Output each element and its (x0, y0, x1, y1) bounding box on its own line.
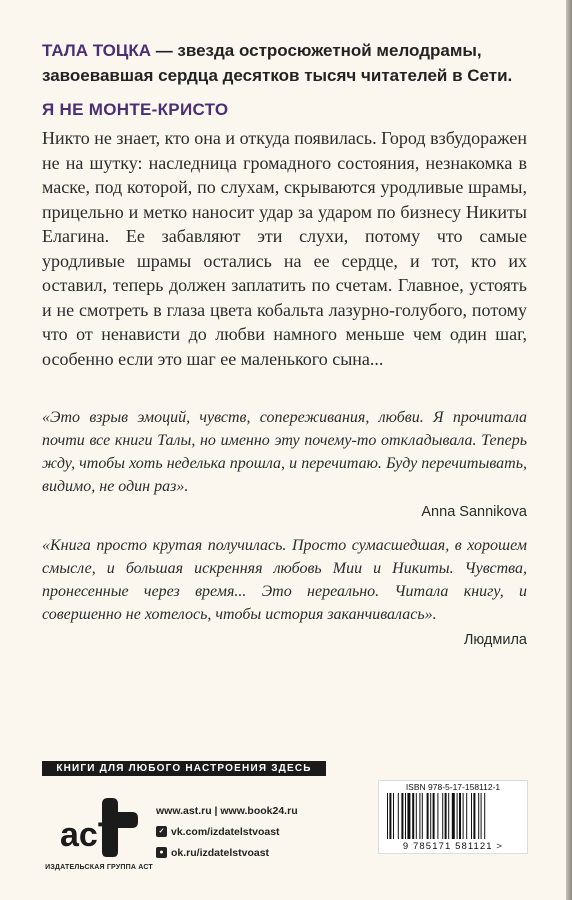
reviews (42, 406, 527, 648)
publisher-name: ИЗДАТЕЛЬСКАЯ ГРУППА АСТ (45, 864, 153, 871)
ok-icon: ● (156, 847, 167, 858)
website-links[interactable] (156, 800, 298, 821)
review (42, 406, 527, 520)
vk-link-text[interactable]: vk.com/izdatelstvoast (171, 825, 280, 838)
vk-icon: ✓ (156, 826, 167, 837)
book-title: Я НЕ МОНТЕ-КРИСТО (42, 100, 229, 119)
barcode-digits: 9 785171 581121 > (379, 841, 527, 852)
review (42, 534, 527, 648)
review-text: «Книга просто крутая получилась. Просто сумасшедшая, в хорошем смысле, и большая искренняя любовь Мии и Никиты. Чувства, пронесенные через время... Это нереально. Читала книгу, и совершенно не хотелось, чтобы история заканчивалась». (42, 537, 527, 623)
isbn-label: ISBN 978-5-17-158112-1 (405, 782, 501, 792)
barcode-bars (385, 793, 521, 839)
author-intro (42, 38, 527, 88)
ok-link[interactable] (156, 842, 298, 863)
vk-link[interactable] (156, 821, 298, 842)
tagline-bar: КНИГИ ДЛЯ ЛЮБОГО НАСТРОЕНИЯ ЗДЕСЬ (42, 761, 326, 776)
back-cover-content (42, 38, 527, 662)
review-text: «Это взрыв эмоций, чувств, сопереживания, любви. Я прочитала почти все книги Талы, но именно эту почему-то откладывала. Теперь жду, чтобы хоть неделька прошла, и перечитаю. Буду перечитывать, видимо, не один раз». (42, 409, 527, 495)
ok-link-text[interactable]: ok.ru/izdatelstvoast (171, 846, 270, 859)
website-links-text[interactable]: www.ast.ru | www.book24.ru (156, 804, 298, 817)
author-name: ТАЛА ТОЦКА (42, 41, 151, 60)
author-intro-text: — звезда остросюжетной мелодрамы, завоевавшая сердца десятков тысяч читателей в Сети. (42, 41, 513, 85)
ast-logo (44, 790, 154, 860)
synopsis-text: Никто не знает, кто она и откуда появилась. Город взбудоражен не на шутку: наследница громадного состояния, незнакомка в маске, под которой, по слухам, скрываются уродливые шрамы, прицельно и метко наносит удар за ударом по бизнесу Никиты Елагина. Ее забавляют эти слухи, потому что самые уродливые шрамы остались на ее сердце, и тот, кто их оставил, теперь должен заплатить по счетам. Главное, устоять и не смотреть в глаза цвета кобальта лазурно-голубого, потому что от ненависти до любви намного меньше чем один шаг, особенно если это шаг ее маленького сына... (42, 128, 527, 369)
review-author: Anna Sannikova (421, 504, 527, 520)
logo-text: acT (60, 816, 119, 854)
review-author: Людмила (463, 632, 527, 648)
spine-edge (566, 0, 572, 900)
synopsis (42, 126, 527, 371)
barcode (378, 780, 528, 854)
publisher-links (156, 800, 298, 863)
